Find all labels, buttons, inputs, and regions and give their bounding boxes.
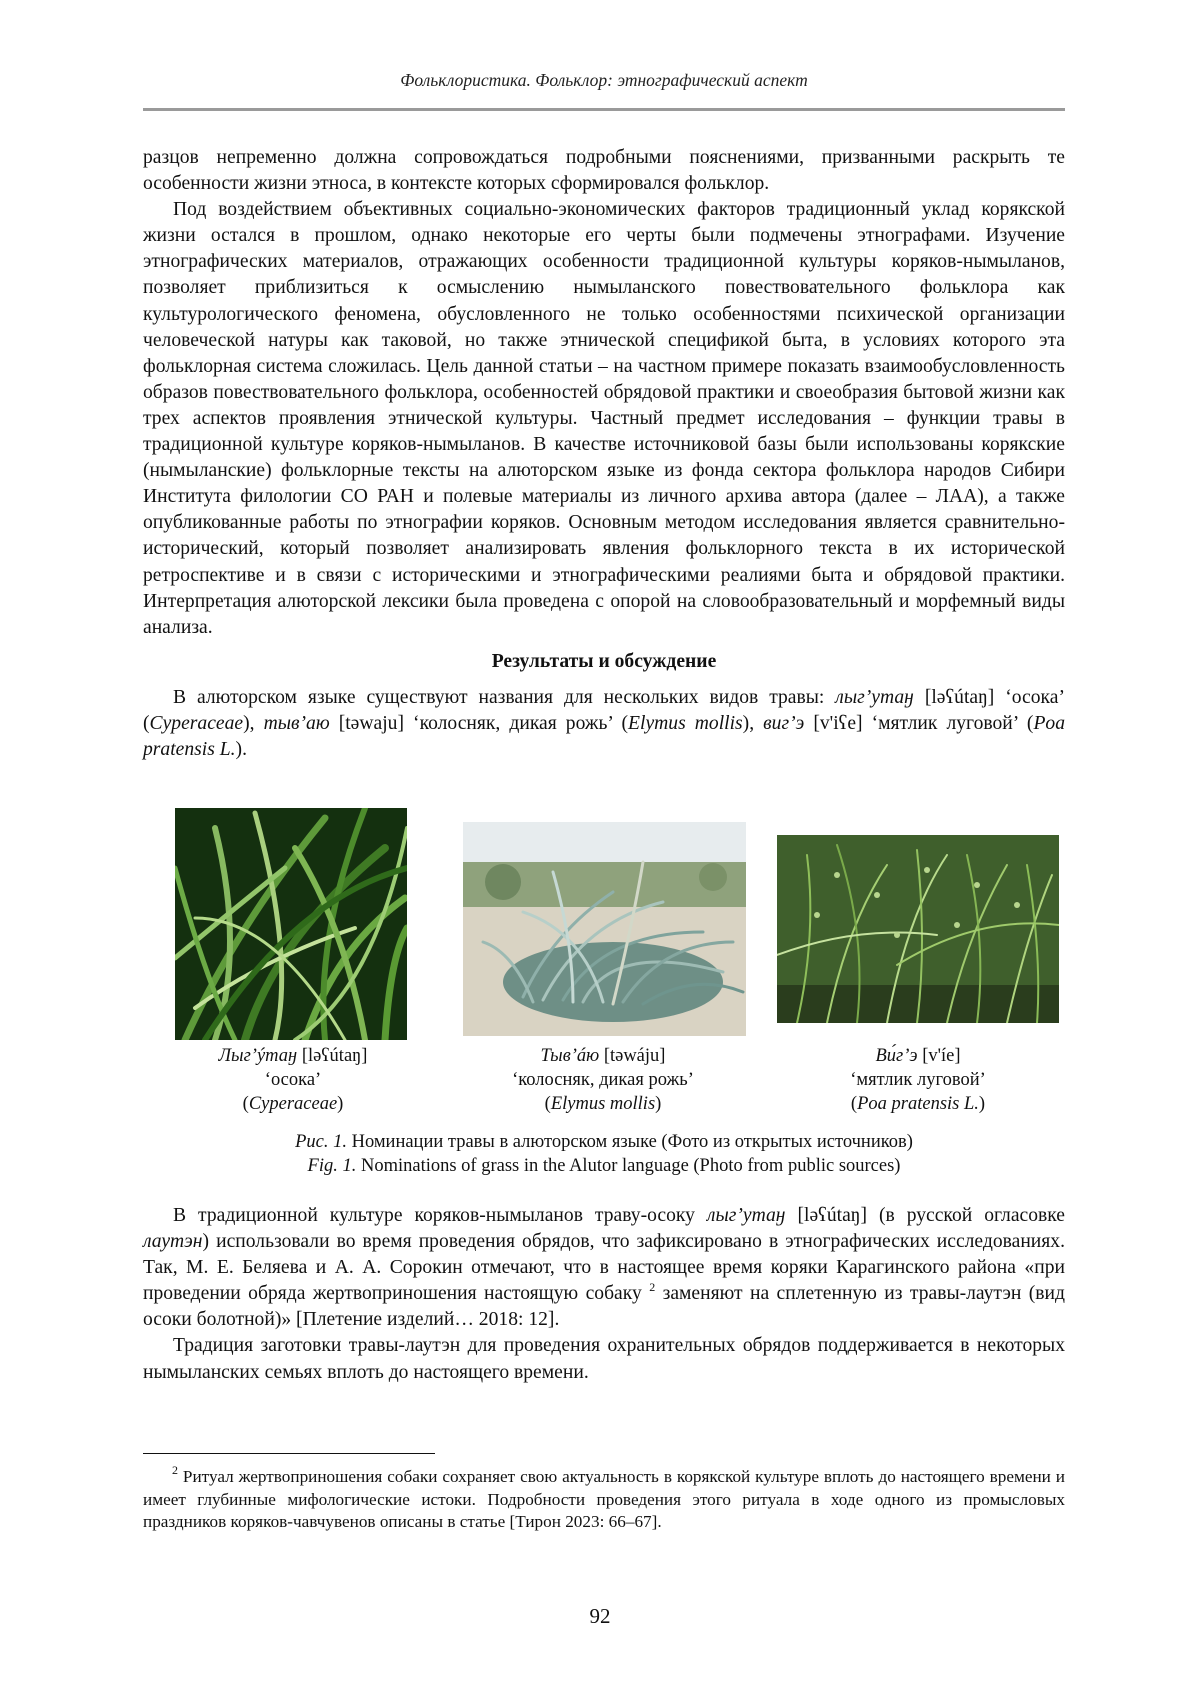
- paragraph-5: Традиция заготовки травы-лаутэн для проведения охранительных обрядов поддерживается в некоторых нымыланских семьях вплоть до настоящего времени.: [143, 1335, 1065, 1383]
- footnote-text: Ритуал жертвоприношения собаки сохраняет свою актуальность в корякской культуре вплоть до настоящего времени и имеет глубинные мифологические истоки. Подробности проведения этого ритуала в ходе одного из промысловых праздников коряков-чавчувенов описаны в статье [Тирон 2023: 66–67].: [143, 1467, 1065, 1531]
- caption-1-paren-close: ): [337, 1094, 344, 1114]
- caption-2-gloss: ‘колосняк, дикая рожь’: [512, 1070, 694, 1090]
- body-text: [143, 145, 1065, 763]
- p3-text-2: [ləʕútaŋ] ‘осока’ (: [143, 686, 1065, 734]
- p3-text-1: В алюторском языке существуют названия для нескольких видов травы:: [173, 686, 836, 708]
- figure-caption-ru-label: Рис. 1.: [295, 1132, 347, 1152]
- caption-2-latin: Elymus mollis: [550, 1094, 656, 1114]
- figure-caption-en: [143, 1154, 1065, 1178]
- photo-caption-3: [758, 1044, 1078, 1116]
- figure-caption-ru-text: Номинации травы в алюторском языке (Фото из открытых источников): [346, 1132, 913, 1152]
- footnote-number: 2: [172, 1463, 178, 1477]
- figure-caption-en-text: Nominations of grass in the Alutor language (Photo from public sources): [356, 1156, 901, 1176]
- footnote-rule: [143, 1453, 435, 1454]
- figure-caption: [143, 1130, 1065, 1178]
- caption-1-ipa: [ləʕútaŋ]: [297, 1046, 368, 1066]
- term-vige: виг’э: [763, 712, 805, 734]
- sedge-photo: [175, 808, 407, 1040]
- caption-1-paren-open: (: [242, 1094, 249, 1114]
- latin-poa: Poa pratensis L.: [143, 712, 1065, 761]
- figure-caption-en-label: Fig. 1.: [307, 1156, 357, 1176]
- caption-1-gloss: ‘осока’: [264, 1070, 322, 1090]
- figure-photos: [0, 808, 1200, 1038]
- header-rule: [143, 108, 1065, 111]
- footnote-ref[interactable]: 2: [649, 1280, 656, 1295]
- caption-3-paren-close: ): [978, 1094, 986, 1114]
- p4-text-3: ) использовали во время проведения обрядов, что зафиксировано в этнографических исследованиях. Так, М. Е. Беляева и А. А. Сорокин отмечают, что в настоящее время коряки Карагинского района «при проведении обряда жертвоприношения настоящую собаку: [143, 1231, 1065, 1305]
- p4-text-4: заменяют на сплетенную из травы-лаутэн (вид осоки болотной)» [Плетение изделий… 2018: 12].: [143, 1283, 1065, 1331]
- p3-text-7: ).: [235, 739, 247, 761]
- body-text-2: [143, 1203, 1065, 1386]
- term-lauten: лаутэн: [143, 1231, 203, 1253]
- wild-rye-photo: [463, 822, 746, 1036]
- p3-text-6: [v'iʕe] ‘мятлик луговой’ (: [804, 712, 1034, 734]
- p4-text-2: [ləʕútaŋ] (в русской огласовке: [785, 1205, 1065, 1226]
- caption-2-paren-close: ): [655, 1094, 662, 1114]
- term-tyvayu: тыв’аю: [263, 712, 330, 734]
- p3-text-4: [təwaju] ‘колосняк, дикая рожь’ (: [329, 712, 629, 734]
- term-lygutan: лыг’утаӈ: [835, 686, 914, 708]
- caption-3-ipa: [v'íe]: [917, 1046, 961, 1066]
- p3-text-3: ),: [243, 712, 264, 734]
- latin-cyperaceae: Cyperaceae: [149, 712, 244, 734]
- p4-text-1: В традиционной культуре коряков-нымыланов траву-осоку: [173, 1205, 707, 1226]
- caption-2-paren-open: (: [544, 1094, 551, 1114]
- footnote: [143, 1463, 1065, 1534]
- caption-1-latin: Cyperaceae: [248, 1094, 338, 1114]
- figure-caption-ru: [143, 1130, 1065, 1154]
- photo-caption-2: [443, 1044, 763, 1116]
- paragraph-4: [143, 1203, 1065, 1333]
- page-number: 92: [589, 1604, 611, 1628]
- paragraph-3: [143, 685, 1065, 763]
- caption-3-word: Ви́г’э: [875, 1046, 918, 1066]
- caption-2-ipa: [təwáju]: [599, 1046, 666, 1066]
- paragraph-1: разцов непременно должна сопровождаться подробными пояснениями, призванными раскрыть те особенности жизни этноса, в контексте которых сформировался фольклор.: [143, 147, 1065, 195]
- caption-3-gloss: ‘мятлик луговой’: [850, 1070, 986, 1090]
- latin-elymus: Elymus mollis: [628, 712, 743, 734]
- running-head: Фольклористика. Фольклор: этнографический аспект: [400, 70, 808, 90]
- caption-3-paren-open: (: [850, 1094, 858, 1114]
- caption-1-word: Лыг’ýтаӈ: [218, 1046, 298, 1066]
- caption-2-word: Тыв’áю: [540, 1046, 600, 1066]
- section-title: Результаты и обсуждение: [491, 650, 717, 672]
- paragraph-2: Под воздействием объективных социально-экономических факторов традиционный уклад корякской жизни остался в прошлом, однако некоторые его черты были подмечены этнографами. Изучение этнографических материалов, отражающих особенности традиционной культуры коряков-нымыланов, позволяет приблизиться к осмыслению нымыланского повествовательного фольклора как культурологического феномена, обусловленного не только особенностями психической организации человеческой натуры как таковой, но также этнической спецификой быта, в условиях которого эта фольклорная система сложилась. Цель данной статьи – на частном примере показать взаимообусловленность образов повествовательного фольклора, особенностей обрядовой практики и своеобразия бытовой жизни как трех аспектов проявления этнической культуры. Частный предмет исследования – функции травы в традиционной культуре коряков-нымыланов. В качестве источниковой базы были использованы корякские (нымыланские) фольклорные тексты на алюторском языке из фонда сектора фольклора народов Сибири Института филологии СО РАН и полевые материалы из личного архива автора (далее – ЛАА), а также опубликованные работы по этнографии коряков. Основным методом исследования является сравнительно-исторический, который позволяет анализировать явления фольклорного текста в их исторической ретроспективе и в связи с историческими и этнографическими реалиями быта и обрядовой практики. Интерпретация алюторской лексики была проведена с опорой на словообразовательный и морфемный виды анализа.: [143, 199, 1065, 638]
- meadow-grass-photo: [777, 835, 1059, 1023]
- term-lygutan-2: лыг’утаӈ: [706, 1205, 786, 1226]
- photo-caption-1: [133, 1044, 453, 1116]
- caption-3-latin: Poa pratensis L.: [857, 1094, 979, 1114]
- p3-text-5: ),: [742, 712, 764, 734]
